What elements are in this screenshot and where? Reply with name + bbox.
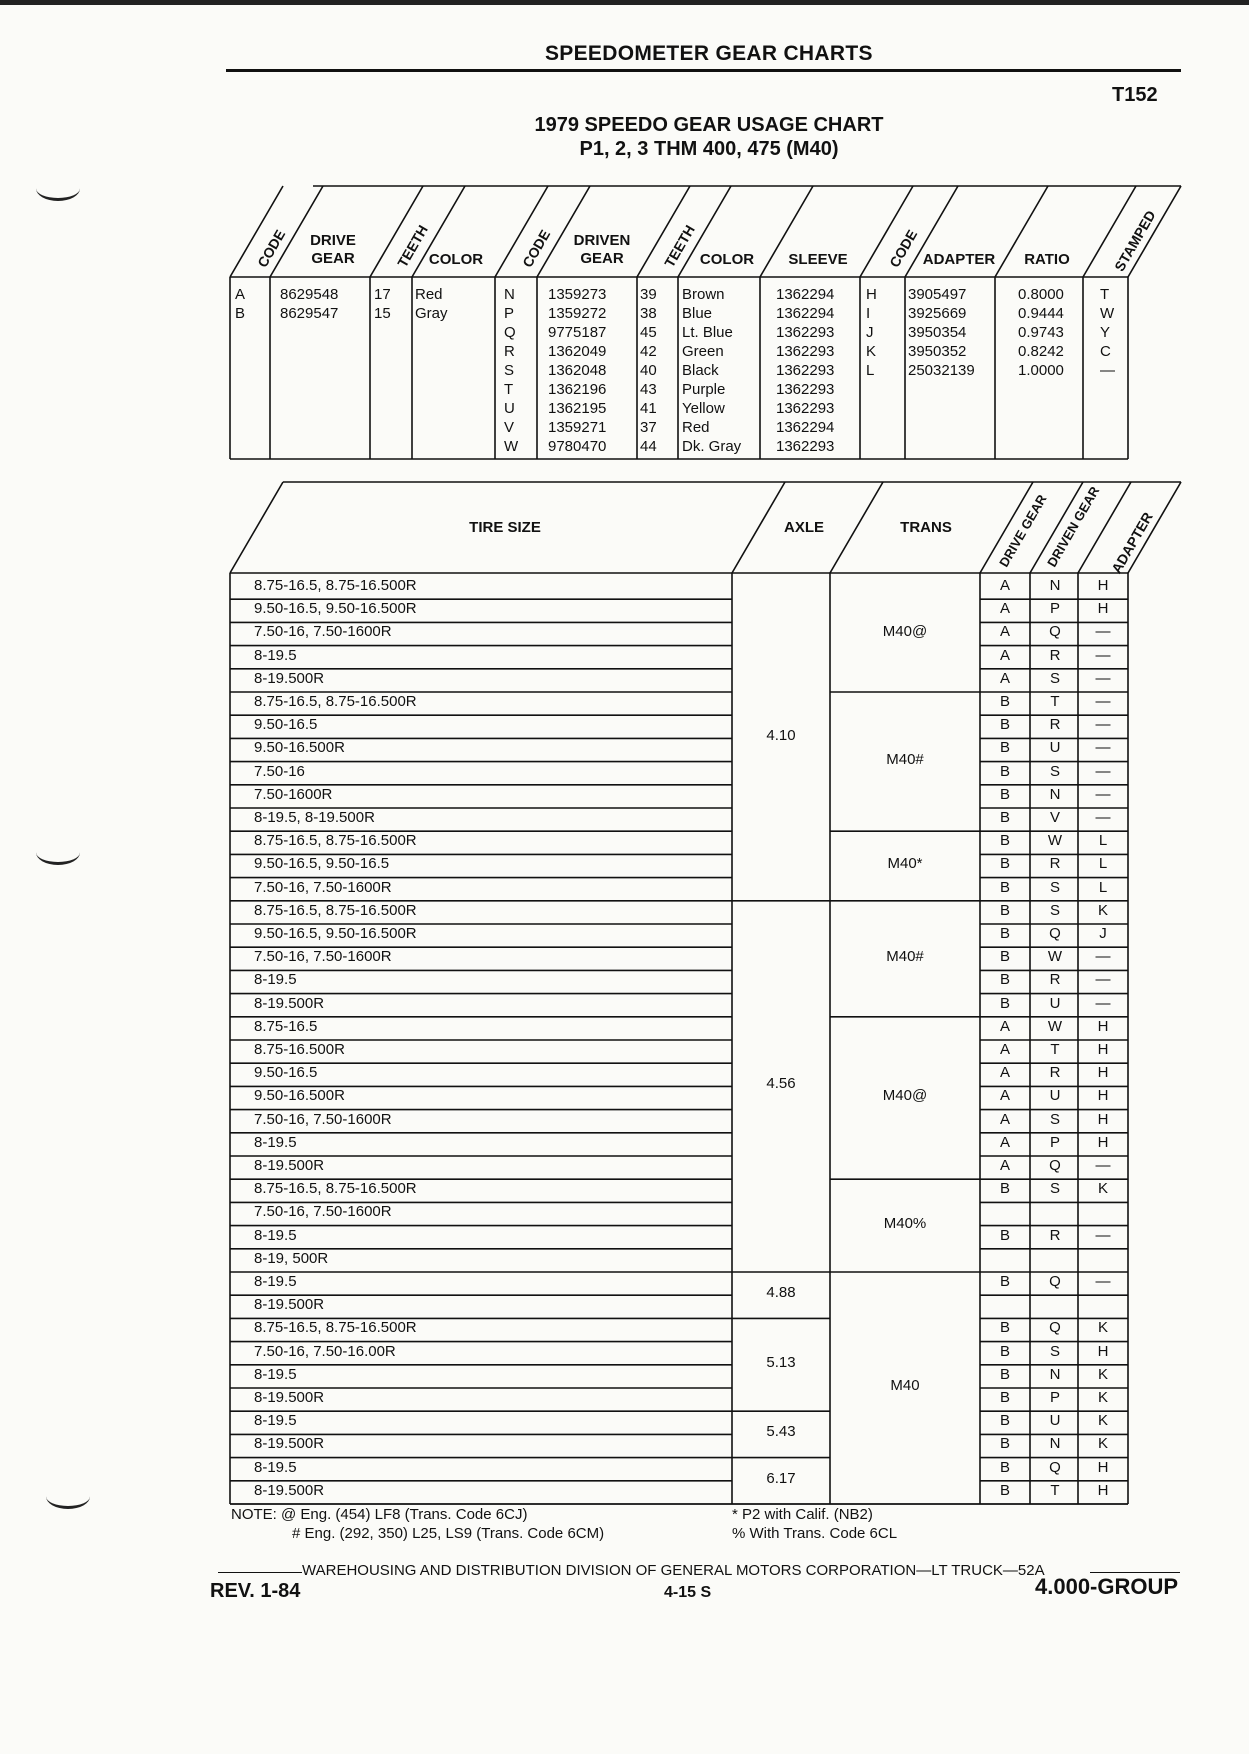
driven-color: Blue <box>682 305 713 322</box>
tire-size: 8-19.5 <box>254 1226 297 1244</box>
axle-group-label: 4.10 <box>766 727 796 745</box>
driven-gear-code: R <box>1049 1226 1061 1244</box>
drive-gear-code: B <box>999 994 1010 1012</box>
header-stamped: STAMPED <box>1111 207 1159 274</box>
adapter-code: K <box>1097 1365 1108 1383</box>
drive-gear-code: B <box>999 1226 1010 1244</box>
driven-color: Yellow <box>682 400 725 417</box>
tire-size: 8-19.500R <box>254 1481 325 1499</box>
header-teeth-driven: TEETH <box>661 222 698 270</box>
tire-size: 8.75-16.5, 8.75-16.500R <box>254 901 417 919</box>
tire-size: 8.75-16.5, 8.75-16.500R <box>254 693 417 710</box>
header-drive-gear-line2: GEAR <box>311 250 355 267</box>
driven-color: Brown <box>682 286 725 303</box>
note-percent: % With Trans. Code 6CL <box>732 1525 898 1542</box>
driven-gear-code: T <box>1050 1041 1060 1058</box>
adapter-adapter: 3950352 <box>908 343 967 360</box>
driven-gear-code: U <box>1049 994 1061 1012</box>
tire-size: 9.50-16.5, 9.50-16.5 <box>254 855 390 873</box>
drive-gear-code: A <box>999 577 1010 594</box>
tire-size: 8.75-16.5, 8.75-16.500R <box>254 1180 417 1198</box>
drive-gear-code: B <box>999 1342 1010 1360</box>
adapter-code: H <box>1097 1064 1109 1082</box>
drive-gear-code: B <box>999 1435 1010 1453</box>
driven-code: R <box>504 343 515 360</box>
adapter-code: — <box>1095 739 1111 757</box>
tire-size: 8-19.5 <box>254 646 297 664</box>
adapter-code: — <box>1095 1273 1111 1290</box>
driven-gear-code: S <box>1049 1342 1060 1360</box>
drive-gear-code: B <box>999 1319 1010 1337</box>
adapter-code: — <box>1095 762 1111 780</box>
tire-size: 7.50-16, 7.50-1600R <box>254 948 392 966</box>
driven-gear: 1362195 <box>548 400 607 417</box>
drive-gear-code: B <box>999 762 1010 780</box>
driven-gear-code: S <box>1049 762 1060 780</box>
driven-gear: 1362196 <box>548 381 607 398</box>
driven-gear-code: N <box>1049 1365 1061 1383</box>
header-adapter-col: ADAPTER <box>1108 509 1156 576</box>
adapter-code: — <box>1095 948 1111 966</box>
driven-sleeve: 1362293 <box>776 381 835 398</box>
drive-teeth: 15 <box>374 305 391 322</box>
driven-gear-code: U <box>1049 739 1061 757</box>
drive-gear-code: B <box>999 739 1010 757</box>
driven-sleeve: 1362293 <box>776 324 835 341</box>
drive-gear-code: B <box>999 1481 1010 1499</box>
driven-gear-code: Q <box>1049 1319 1061 1337</box>
driven-teeth: 42 <box>640 343 657 360</box>
adapter-code: — <box>1095 623 1111 641</box>
adapter-code: K <box>1097 901 1108 919</box>
driven-gear-code: Q <box>1049 1273 1061 1290</box>
driven-gear-code: T <box>1050 1481 1060 1499</box>
driven-teeth: 43 <box>640 381 657 398</box>
tire-size: 7.50-16, 7.50-1600R <box>254 1110 392 1128</box>
tire-size: 9.50-16.5 <box>254 716 318 734</box>
drive-gear-code: B <box>999 809 1010 826</box>
tire-size: 8-19.5 <box>254 1412 297 1430</box>
adapter-stamped: T <box>1100 286 1110 303</box>
axle-group-label: 6.17 <box>766 1469 796 1487</box>
tire-size: 8-19.500R <box>254 994 325 1012</box>
driven-code: P <box>504 305 515 322</box>
drive-gear-code: A <box>999 1017 1010 1035</box>
drive-gear-code: B <box>999 878 1010 896</box>
adapter-code: H <box>1097 1017 1109 1035</box>
driven-gear-code: V <box>1049 809 1060 826</box>
driven-gear-code: W <box>1047 948 1063 966</box>
driven-gear-code: Q <box>1049 1458 1061 1476</box>
tire-size: 8-19.5 <box>254 1365 297 1383</box>
driven-gear: 9775187 <box>548 324 607 341</box>
driven-code: Q <box>504 324 516 341</box>
driven-gear: 9780470 <box>548 438 607 455</box>
adapter-ratio: 0.9743 <box>1018 324 1064 341</box>
adapter-stamped: W <box>1100 305 1115 322</box>
tire-size: 8-19.5 <box>254 1133 297 1151</box>
driven-gear: 1359272 <box>548 305 607 322</box>
header-driven-gear-text: DRIVEN GEAR <box>1044 483 1103 570</box>
tire-size: 8-19.500R <box>254 1435 325 1453</box>
header-axle: AXLE <box>783 519 824 536</box>
drive-gear-code: A <box>999 1087 1010 1105</box>
drive-gear-code: A <box>999 1041 1010 1058</box>
adapter-ratio: 1.0000 <box>1018 362 1064 379</box>
driven-gear-code: S <box>1049 878 1060 896</box>
adapter-code: H <box>1097 1481 1109 1499</box>
adapter-code: H <box>1097 577 1109 594</box>
axle-group-label: 5.43 <box>766 1423 796 1441</box>
header-ratio: RATIO <box>1024 251 1070 268</box>
driven-color: Purple <box>682 381 726 398</box>
drive-gear-code: B <box>999 1180 1010 1198</box>
tire-size: 8.75-16.500R <box>254 1041 345 1058</box>
tire-size: 8.75-16.5, 8.75-16.500R <box>254 832 417 850</box>
tire-size: 8.75-16.5, 8.75-16.500R <box>254 1319 417 1337</box>
header-adapter: ADAPTER <box>922 251 996 268</box>
driven-gear-code: S <box>1049 669 1060 687</box>
driven-gear: 1362048 <box>548 362 607 379</box>
driven-gear-code: Q <box>1049 925 1061 942</box>
adapter-adapter: 3925669 <box>908 305 967 322</box>
driven-code: N <box>504 286 515 303</box>
driven-code: U <box>504 400 515 417</box>
header-drive-gear-line1: DRIVE <box>310 232 356 249</box>
adapter-code: — <box>1095 669 1111 687</box>
driven-teeth: 45 <box>640 324 657 341</box>
adapter-code: — <box>1095 1226 1111 1244</box>
footer-rule-left <box>218 1572 302 1573</box>
tire-size: 9.50-16.500R <box>254 739 345 757</box>
driven-code: V <box>504 419 515 436</box>
drive-gear-code: B <box>999 855 1010 873</box>
drive-gear-code: A <box>999 1133 1010 1151</box>
driven-gear-code: P <box>1049 1133 1060 1151</box>
tire-size: 9.50-16.5 <box>254 1064 318 1082</box>
footer-page: 4-15 S <box>664 1584 712 1601</box>
adapter-code: K <box>1097 1319 1108 1337</box>
drive-gear-code: B <box>999 1365 1010 1383</box>
adapter-code: L <box>1098 832 1108 850</box>
tire-size: 8-19.5 <box>254 1458 297 1476</box>
adapter-code: — <box>1095 1157 1111 1174</box>
driven-teeth: 37 <box>640 419 657 436</box>
driven-gear-code: R <box>1049 1064 1061 1082</box>
header-driven-gear-line2: GEAR <box>580 250 624 267</box>
adapter-adapter: 25032139 <box>908 362 975 379</box>
adapter-adapter: 3905497 <box>908 286 967 303</box>
adapter-code: H <box>1097 600 1109 618</box>
driven-sleeve: 1362293 <box>776 400 835 417</box>
adapter-code: — <box>1095 809 1111 826</box>
axle-group-label: 5.13 <box>766 1353 796 1371</box>
header-teeth-drive: TEETH <box>394 222 431 270</box>
drive-gear-code: A <box>999 623 1010 641</box>
drive-gear-code: B <box>999 901 1010 919</box>
driven-teeth: 41 <box>640 400 657 417</box>
footer-division: WAREHOUSING AND DISTRIBUTION DIVISION OF GENERAL MOTORS CORPORATION—LT TRUCK—52A <box>302 1562 1045 1579</box>
drive-gear-code: B <box>999 832 1010 850</box>
driven-gear-code: N <box>1049 785 1061 803</box>
drive-gear: 8629547 <box>280 305 339 322</box>
driven-gear-code: Q <box>1049 1157 1061 1174</box>
driven-gear: 1359271 <box>548 419 607 436</box>
adapter-stamped: Y <box>1100 324 1111 341</box>
tire-size: 8-19.500R <box>254 669 325 687</box>
drive-gear-code: A <box>999 646 1010 664</box>
trans-group-label: M40% <box>883 1214 927 1232</box>
tire-size: 8-19.500R <box>254 1296 325 1314</box>
driven-code: S <box>504 362 515 379</box>
drive-gear: 8629548 <box>280 286 339 303</box>
trans-group-label: M40@ <box>882 623 928 640</box>
driven-gear-code: P <box>1049 1389 1060 1406</box>
driven-color: Lt. Blue <box>682 324 733 341</box>
tire-size: 8-19.500R <box>254 1157 325 1174</box>
driven-sleeve: 1362293 <box>776 362 835 379</box>
drive-teeth: 17 <box>374 286 391 303</box>
adapter-code: K <box>1097 1180 1108 1198</box>
adapter-code: — <box>1095 994 1111 1012</box>
footer-revision: REV. 1-84 <box>210 1580 301 1602</box>
tire-size: 8.75-16.5 <box>254 1017 318 1035</box>
adapter-code: H <box>866 286 877 303</box>
note-star: * P2 with Calif. (NB2) <box>732 1506 873 1523</box>
drive-gear-code: A <box>999 1064 1010 1082</box>
driven-gear-code: W <box>1047 832 1063 850</box>
note-hash: # Eng. (292, 350) L25, LS9 (Trans. Code 6CM) <box>292 1525 605 1542</box>
drive-code: A <box>235 286 246 303</box>
driven-color: Green <box>682 343 724 360</box>
drive-gear-code: B <box>999 1412 1010 1430</box>
driven-code: T <box>504 381 514 398</box>
adapter-code: L <box>1098 878 1108 896</box>
header-trans: TRANS <box>900 519 952 536</box>
driven-sleeve: 1362293 <box>776 438 835 455</box>
tire-size: 8-19.5 <box>254 1273 297 1290</box>
drive-gear-code: B <box>999 1273 1010 1290</box>
adapter-code: — <box>1095 971 1111 989</box>
driven-gear-code: W <box>1047 1017 1063 1035</box>
drive-gear-code: B <box>999 1389 1010 1406</box>
adapter-code: L <box>1098 855 1108 873</box>
header-code-drive: CODE <box>254 226 289 270</box>
driven-sleeve: 1362293 <box>776 343 835 360</box>
driven-gear-code: N <box>1049 1435 1061 1453</box>
tire-size: 7.50-16, 7.50-1600R <box>254 1203 392 1221</box>
driven-gear-code: R <box>1049 855 1061 873</box>
trans-group-label: M40@ <box>882 1087 928 1104</box>
driven-gear: 1359273 <box>548 286 607 303</box>
adapter-adapter: 3950354 <box>908 324 967 341</box>
drive-gear-code: B <box>999 1458 1010 1476</box>
tire-size: 7.50-16, 7.50-16.00R <box>254 1342 396 1360</box>
driven-gear-code: U <box>1049 1087 1061 1105</box>
drive-gear-code: B <box>999 971 1010 989</box>
adapter-code: L <box>866 362 875 379</box>
adapter-ratio: 0.8000 <box>1018 286 1064 303</box>
tire-size: 8-19, 500R <box>254 1249 329 1267</box>
header-color-drive: COLOR <box>428 251 484 268</box>
header-code-driven: CODE <box>519 226 554 270</box>
footer-group: 4.000-GROUP <box>1035 1574 1179 1599</box>
driven-sleeve: 1362294 <box>776 305 835 322</box>
chart-subtitle: P1, 2, 3 THM 400, 475 (M40) <box>579 138 839 160</box>
page-number: T152 <box>1112 84 1158 106</box>
header-code-adapter: CODE <box>886 226 921 270</box>
adapter-code: H <box>1097 1041 1109 1058</box>
trans-group-label: M40# <box>886 947 924 965</box>
driven-color: Dk. Gray <box>682 438 742 455</box>
trans-group-label: M40# <box>886 750 924 768</box>
driven-gear-code: N <box>1049 577 1061 594</box>
adapter-code: — <box>1095 716 1111 734</box>
adapter-code: H <box>1097 1458 1109 1476</box>
driven-teeth: 38 <box>640 305 657 322</box>
tire-size: 7.50-16, 7.50-1600R <box>254 623 392 641</box>
driven-gear-code: U <box>1049 1412 1061 1430</box>
driven-teeth: 39 <box>640 286 657 303</box>
adapter-stamped: C <box>1100 343 1111 360</box>
adapter-code: J <box>866 324 874 341</box>
drive-gear-code: B <box>999 693 1010 710</box>
drive-gear-code: A <box>999 1157 1010 1174</box>
driven-sleeve: 1362294 <box>776 286 835 303</box>
adapter-ratio: 0.9444 <box>1018 305 1064 322</box>
drive-color: Gray <box>415 305 448 322</box>
header-color-driven: COLOR <box>699 251 755 268</box>
driven-gear-code: S <box>1049 1180 1060 1198</box>
adapter-code: — <box>1095 646 1111 664</box>
tire-size: 9.50-16.5, 9.50-16.500R <box>254 925 417 942</box>
tire-size: 9.50-16.500R <box>254 1087 345 1105</box>
driven-sleeve: 1362294 <box>776 419 835 436</box>
footer-rule-right <box>1090 1572 1180 1573</box>
tire-size: 8-19.5, 8-19.500R <box>254 809 375 826</box>
tire-size: 8-19.500R <box>254 1389 325 1406</box>
chart-title: 1979 SPEEDO GEAR USAGE CHART <box>534 114 884 136</box>
adapter-code: I <box>866 305 871 322</box>
header-sleeve: SLEEVE <box>788 251 848 268</box>
driven-gear-code: S <box>1049 1110 1060 1128</box>
tire-size: 7.50-16 <box>254 762 305 780</box>
adapter-stamped: — <box>1100 362 1115 379</box>
drive-gear-code: B <box>999 785 1010 803</box>
adapter-code: H <box>1097 1110 1109 1128</box>
tire-size: 7.50-1600R <box>254 785 333 803</box>
tire-size: 8-19.5 <box>254 971 297 989</box>
axle-group-label: 4.56 <box>766 1075 796 1093</box>
header-drive-gear-text: DRIVE GEAR <box>996 491 1050 570</box>
driven-color: Black <box>682 362 719 379</box>
adapter-ratio: 0.8242 <box>1018 343 1064 360</box>
adapter-code: H <box>1097 1087 1109 1105</box>
trans-group-label: M40 <box>890 1377 920 1394</box>
adapter-code: H <box>1097 1133 1109 1151</box>
driven-gear-code: Q <box>1049 623 1061 641</box>
driven-gear-code: R <box>1049 646 1061 664</box>
drive-gear-code: B <box>999 716 1010 734</box>
driven-teeth: 44 <box>640 438 657 455</box>
drive-code: B <box>235 305 246 322</box>
drive-gear-code: A <box>999 669 1010 687</box>
driven-gear-code: T <box>1050 693 1060 710</box>
driven-gear-code: S <box>1049 901 1060 919</box>
adapter-code: K <box>1097 1389 1108 1406</box>
header-tire-size: TIRE SIZE <box>469 519 541 536</box>
trans-group-label: M40* <box>887 855 923 872</box>
drive-gear-code: A <box>999 1110 1010 1128</box>
driven-gear-code: R <box>1049 971 1061 989</box>
driven-gear: 1362049 <box>548 343 607 360</box>
drive-gear-code: B <box>999 925 1010 942</box>
drive-gear-code: B <box>999 948 1010 966</box>
adapter-code: H <box>1097 1342 1109 1360</box>
tire-size: 7.50-16, 7.50-1600R <box>254 878 392 896</box>
note-at: NOTE: @ Eng. (454) LF8 (Trans. Code 6CJ) <box>231 1506 528 1523</box>
adapter-code: K <box>866 343 877 360</box>
header-driven-gear-line1: DRIVEN <box>573 232 631 249</box>
adapter-code: J <box>1099 925 1107 942</box>
adapter-code: K <box>1097 1435 1108 1453</box>
drive-gear-code: A <box>999 600 1010 618</box>
adapter-code: — <box>1095 785 1111 803</box>
driven-gear-code: P <box>1049 600 1060 618</box>
adapter-code: — <box>1095 693 1111 710</box>
driven-code: W <box>504 438 519 455</box>
adapter-code: K <box>1097 1412 1108 1430</box>
drive-color: Red <box>415 286 443 303</box>
axle-group-label: 4.88 <box>766 1284 796 1302</box>
driven-color: Red <box>682 419 710 436</box>
driven-gear-code: R <box>1049 716 1061 734</box>
tire-size: 9.50-16.5, 9.50-16.500R <box>254 600 417 618</box>
tire-size: 8.75-16.5, 8.75-16.500R <box>254 577 417 594</box>
header-title: SPEEDOMETER GEAR CHARTS <box>545 42 873 65</box>
driven-teeth: 40 <box>640 362 657 379</box>
